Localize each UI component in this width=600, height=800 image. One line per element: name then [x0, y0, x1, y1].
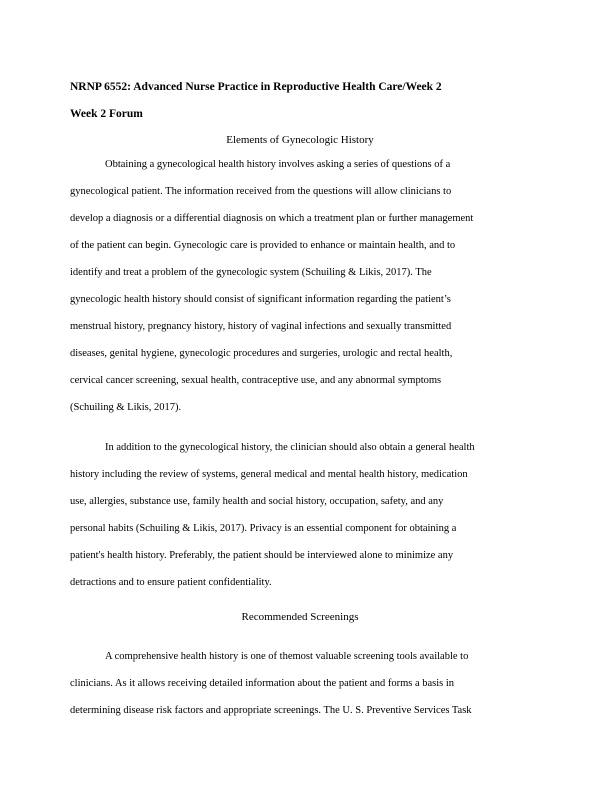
section-heading-recommended-screenings: Recommended Screenings — [241, 611, 359, 623]
section-heading-gynecologic-history: Elements of Gynecologic History — [226, 134, 374, 146]
paragraph — [70, 434, 540, 596]
paragraph-line: history including the review of systems, general medical and mental health history, medication — [70, 469, 468, 480]
paragraph-line: determining disease risk factors and appropriate screenings. The U. S. Preventive Services Task — [70, 705, 472, 716]
paragraph-line: patient's health history. Preferably, the patient should be interviewed alone to minimize any — [70, 550, 454, 561]
paragraph-line: A comprehensive health history is one of themost valuable screening tools available to — [105, 651, 469, 662]
course-title: NRNP 6552: Advanced Nurse Practice in Reproductive Health Care/Week 2 — [70, 81, 442, 93]
paragraph-line: (Schuiling & Likis, 2017). — [70, 402, 182, 413]
paragraph-line: menstrual history, pregnancy history, history of vaginal infections and sexually transmitted — [70, 321, 452, 332]
paragraph-line: clinicians. As it allows receiving detailed information about the patient and forms a basis in — [70, 678, 455, 689]
paragraph-line: use, allergies, substance use, family health and social history, occupation, safety, and any — [70, 496, 444, 507]
paragraph-line: identify and treat a problem of the gynecologic system (Schuiling & Likis, 2017). The — [70, 267, 432, 278]
paragraph-line: Obtaining a gynecological health history involves asking a series of questions of a — [105, 159, 451, 170]
paragraph-line: In addition to the gynecological history, the clinician should also obtain a general health — [105, 442, 475, 453]
paragraph — [70, 643, 540, 724]
paragraph-line: cervical cancer screening, sexual health, contraceptive use, and any abnormal symptoms — [70, 375, 442, 386]
paragraph — [70, 151, 540, 421]
paragraph-line: of the patient can begin. Gynecologic care is provided to enhance or maintain health, and to — [70, 240, 456, 251]
paragraph-line: personal habits (Schuiling & Likis, 2017). Privacy is an essential component for obtaining a — [70, 523, 457, 534]
paragraph-line: gynecological patient. The information received from the questions will allow clinicians to — [70, 186, 452, 197]
paragraph-line: develop a diagnosis or a differential diagnosis on which a treatment plan or further management — [70, 213, 474, 224]
paragraph-line: gynecologic health history should consist of significant information regarding the patient’s — [70, 294, 451, 305]
forum-title: Week 2 Forum — [70, 108, 143, 120]
paragraph-line: detractions and to ensure patient confidentiality. — [70, 577, 272, 588]
paragraph-line: diseases, genital hygiene, gynecologic procedures and surgeries, urologic and rectal health, — [70, 348, 453, 359]
